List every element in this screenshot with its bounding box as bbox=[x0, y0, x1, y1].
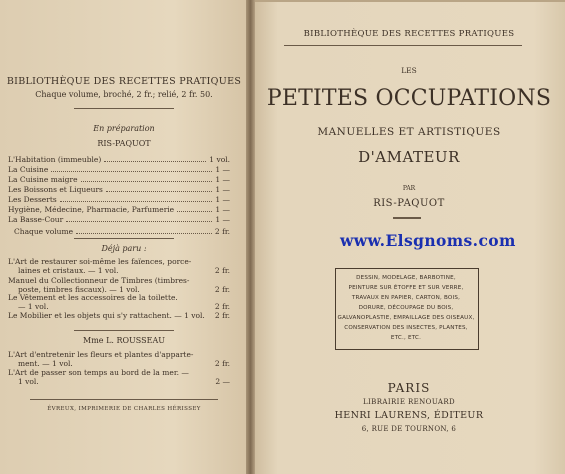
topics-list bbox=[335, 273, 477, 343]
entry-line: L'Art d'entretenir les fleurs et plantes d'apparte- bbox=[8, 350, 194, 359]
deja-paru-heading: Déjà paru : bbox=[101, 244, 147, 253]
catalog-item-label: Les Desserts bbox=[8, 195, 57, 204]
entry-line: Manuel du Collectionneur de Timbres (timbres- bbox=[8, 276, 190, 285]
book-subtitle: MANUELLES ET ARTISTIQUES bbox=[317, 126, 501, 138]
published-entry bbox=[8, 293, 230, 311]
topic-line: TRAVAUX EN PAPIER, CARTON, BOIS, bbox=[351, 295, 461, 301]
price-line: Chaque volume, broché, 2 fr.; relié, 2 fr. 50. bbox=[35, 90, 213, 99]
divider bbox=[74, 238, 174, 239]
entry-line: L'Art de restaurer soi-même les faïences, porce- bbox=[8, 257, 192, 266]
running-head: BIBLIOTHÈQUE DES RECETTES PRATIQUES bbox=[303, 29, 515, 39]
book-author: RIS-PAQUOT bbox=[373, 198, 445, 209]
printer-imprint: ÉVREUX, IMPRIMERIE DE CHARLES HÉRISSEY bbox=[47, 406, 201, 412]
book-subtitle-amateur: D'AMATEUR bbox=[358, 148, 460, 166]
entry-price: 2 fr. bbox=[214, 266, 230, 275]
catalog-item bbox=[14, 227, 230, 236]
ornament-rule bbox=[393, 217, 421, 219]
catalog-item bbox=[8, 195, 230, 204]
published-entry bbox=[8, 311, 230, 320]
watermark-text: www.Elsgnoms.com bbox=[340, 231, 516, 250]
entry-price: 2 — bbox=[215, 377, 230, 386]
entry-line: 1 vol. bbox=[18, 377, 39, 386]
leader-dots bbox=[106, 185, 212, 192]
topic-line: PEINTURE SUR ÉTOFFE ET SUR VERRE, bbox=[348, 285, 464, 291]
published-entry bbox=[8, 276, 230, 294]
divider bbox=[74, 330, 174, 331]
imprint-address: 6, RUE DE TOURNON, 6 bbox=[361, 425, 457, 433]
leader-dots bbox=[177, 205, 212, 212]
catalog-item-qty: 1 — bbox=[215, 195, 230, 204]
topic-line: DESSIN, MODELAGE, BARBOTINE, bbox=[356, 275, 456, 281]
par-label: PAR bbox=[402, 185, 416, 192]
book-title: PETITES OCCUPATIONS bbox=[266, 86, 552, 111]
divider bbox=[74, 108, 174, 109]
entry-price: 2 fr. bbox=[214, 302, 230, 311]
catalog-item bbox=[8, 175, 230, 184]
catalog-item-label: Hygiène, Médecine, Pharmacie, Parfumerie bbox=[8, 205, 175, 214]
catalog-item-label: La Cuisine maigre bbox=[8, 175, 78, 184]
series-title: BIBLIOTHÈQUE DES RECETTES PRATIQUES bbox=[6, 76, 242, 87]
entry-line: Le Vêtement et les accessoires de la toilette. bbox=[8, 293, 178, 302]
en-preparation-heading: En préparation bbox=[93, 124, 155, 133]
entry-price: 2 fr. bbox=[214, 359, 230, 368]
entry-line: poste, timbres fiscaux). — 1 vol. bbox=[18, 285, 140, 294]
catalog-item-label: Chaque volume bbox=[14, 227, 74, 236]
imprint-publisher: HENRI LAURENS, ÉDITEUR bbox=[334, 410, 484, 421]
header-rule bbox=[284, 45, 522, 46]
imprint-bookshop: LIBRAIRIE RENOUARD bbox=[362, 398, 456, 406]
published-entry bbox=[8, 350, 230, 368]
catalog-item bbox=[8, 155, 230, 164]
author-heading: RIS-PAQUOT bbox=[97, 139, 151, 148]
leader-dots bbox=[81, 175, 213, 182]
catalog-item bbox=[8, 165, 230, 174]
catalog-item-qty: 1 — bbox=[215, 185, 230, 194]
leader-dots bbox=[104, 155, 206, 162]
leader-dots bbox=[76, 227, 212, 234]
author2-heading: Mme L. ROUSSEAU bbox=[83, 336, 165, 345]
catalog-item-qty: 1 — bbox=[215, 165, 230, 174]
entry-line: ment. — 1 vol. bbox=[18, 359, 73, 368]
catalog-item-qty: 1 — bbox=[215, 175, 230, 184]
catalog-item-label: Les Boissons et Liqueurs bbox=[8, 185, 103, 194]
published-entry bbox=[8, 368, 230, 386]
entry-price: 2 fr. bbox=[214, 285, 230, 294]
divider bbox=[30, 399, 218, 400]
catalog-item-label: La Cuisine bbox=[8, 165, 49, 174]
catalog-item bbox=[8, 185, 230, 194]
catalog-item-qty: 1 vol. bbox=[209, 155, 230, 164]
catalog-item bbox=[8, 215, 230, 224]
catalog-item-qty: 1 — bbox=[215, 205, 230, 214]
catalog-item bbox=[8, 205, 230, 214]
topic-line: ETC., ETC. bbox=[390, 335, 422, 341]
left-page bbox=[0, 0, 248, 474]
topic-line: CONSERVATION DES INSECTES, PLANTES, bbox=[344, 325, 468, 331]
title-les: LES bbox=[401, 66, 417, 75]
imprint-city: PARIS bbox=[387, 381, 431, 395]
entry-price: 2 fr. bbox=[214, 311, 230, 320]
topic-line: GALVANOPLASTIE, EMPAILLAGE DES OISEAUX, bbox=[337, 315, 475, 321]
catalog-item-qty: 2 fr. bbox=[214, 227, 230, 236]
entry-line: — 1 vol. bbox=[18, 302, 49, 311]
entry-line: Le Mobilier et les objets qui s'y rattachent. — 1 vol. bbox=[8, 311, 205, 320]
entry-line: L'Art de passer son temps au bord de la mer. — bbox=[8, 368, 189, 377]
leader-dots bbox=[66, 215, 212, 222]
entry-line: laines et cristaux. — 1 vol. bbox=[18, 266, 119, 275]
catalog-item-qty: 1 — bbox=[215, 215, 230, 224]
catalog-item-label: L'Habitation (immeuble) bbox=[8, 155, 102, 164]
published-entry bbox=[8, 257, 230, 275]
leader-dots bbox=[60, 195, 213, 202]
topic-line: DORURE, DÉCOUPAGE DU BOIS, bbox=[358, 305, 454, 311]
catalog-item-label: La Basse-Cour bbox=[8, 215, 64, 224]
leader-dots bbox=[51, 165, 212, 172]
